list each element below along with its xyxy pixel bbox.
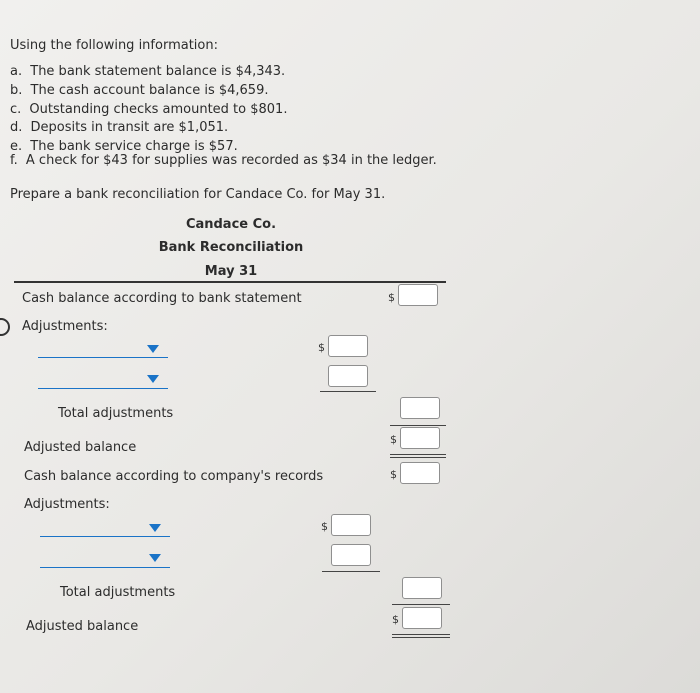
company-adjustment-amount-2[interactable]	[331, 544, 371, 566]
company-total-adjustments-label: Total adjustments	[60, 585, 176, 600]
radio-circle-icon	[0, 318, 10, 336]
total-rule	[392, 604, 450, 605]
list-item	[10, 64, 285, 79]
prompt-text: Prepare a bank reconciliation for Candace Co. for May 31.	[10, 187, 386, 202]
list-item	[10, 102, 287, 117]
bank-adjustments-label: Adjustments:	[22, 319, 108, 334]
bank-total-adjustments-label: Total adjustments	[58, 406, 174, 421]
list-item	[10, 83, 268, 98]
dropdown-underline	[38, 388, 168, 389]
list-item	[10, 120, 228, 135]
double-rule-top	[392, 634, 450, 635]
list-item	[10, 139, 238, 154]
bank-adjusted-balance-label: Adjusted balance	[24, 440, 137, 455]
caret-down-icon[interactable]	[149, 554, 161, 562]
item-letter: c.	[10, 102, 22, 117]
item-text: The bank statement balance is $4,343.	[30, 64, 286, 79]
caret-down-icon[interactable]	[147, 375, 159, 383]
item-letter: a.	[10, 64, 23, 79]
company-total-adjustments-input[interactable]	[402, 577, 442, 599]
list-item	[10, 153, 437, 168]
bank-adjustment-amount-2[interactable]	[328, 365, 368, 387]
subtotal-rule	[320, 391, 376, 392]
company-adjustments-label: Adjustments:	[24, 497, 110, 512]
caret-down-icon[interactable]	[147, 345, 159, 353]
company-name: Candace Co.	[185, 217, 277, 232]
company-adjusted-balance-input[interactable]	[402, 607, 442, 629]
bank-total-adjustments-input[interactable]	[400, 397, 440, 419]
company-balance-label: Cash balance according to company's records	[24, 469, 324, 484]
subtotal-rule	[322, 571, 380, 572]
dollar-sign: $	[388, 291, 395, 304]
header-rule	[14, 281, 446, 283]
item-letter: e.	[10, 139, 23, 154]
company-adjustment-amount-1[interactable]	[331, 514, 371, 536]
statement-title: Bank Reconciliation	[158, 240, 304, 255]
double-rule-top	[390, 454, 446, 455]
bank-adjustment-amount-1[interactable]	[328, 335, 368, 357]
item-text: Outstanding checks amounted to $801.	[29, 102, 288, 117]
bank-balance-label: Cash balance according to bank statement	[22, 291, 302, 306]
item-letter: d.	[10, 120, 23, 135]
double-rule-bottom	[390, 457, 446, 458]
dollar-sign: $	[318, 341, 325, 354]
statement-date: May 31	[204, 264, 258, 279]
total-rule	[390, 425, 446, 426]
dollar-sign: $	[392, 613, 399, 626]
item-letter: b.	[10, 83, 23, 98]
item-text: Deposits in transit are $1,051.	[30, 120, 229, 135]
double-rule-bottom	[392, 637, 450, 638]
dollar-sign: $	[390, 433, 397, 446]
intro-text: Using the following information:	[10, 38, 218, 53]
company-adjusted-balance-label: Adjusted balance	[26, 619, 139, 634]
dropdown-underline	[40, 567, 170, 568]
bank-adjusted-balance-input[interactable]	[400, 427, 440, 449]
item-text: The cash account balance is $4,659.	[30, 83, 269, 98]
dollar-sign: $	[321, 520, 328, 533]
caret-down-icon[interactable]	[149, 524, 161, 532]
dropdown-underline	[40, 536, 170, 537]
item-text: A check for $43 for supplies was recorded as $34 in the ledger.	[25, 153, 437, 168]
item-text: The bank service charge is $57.	[30, 139, 238, 154]
dollar-sign: $	[390, 468, 397, 481]
dropdown-underline	[38, 357, 168, 358]
item-letter: f.	[10, 153, 18, 168]
company-balance-input[interactable]	[400, 462, 440, 484]
bank-balance-input[interactable]	[398, 284, 438, 306]
